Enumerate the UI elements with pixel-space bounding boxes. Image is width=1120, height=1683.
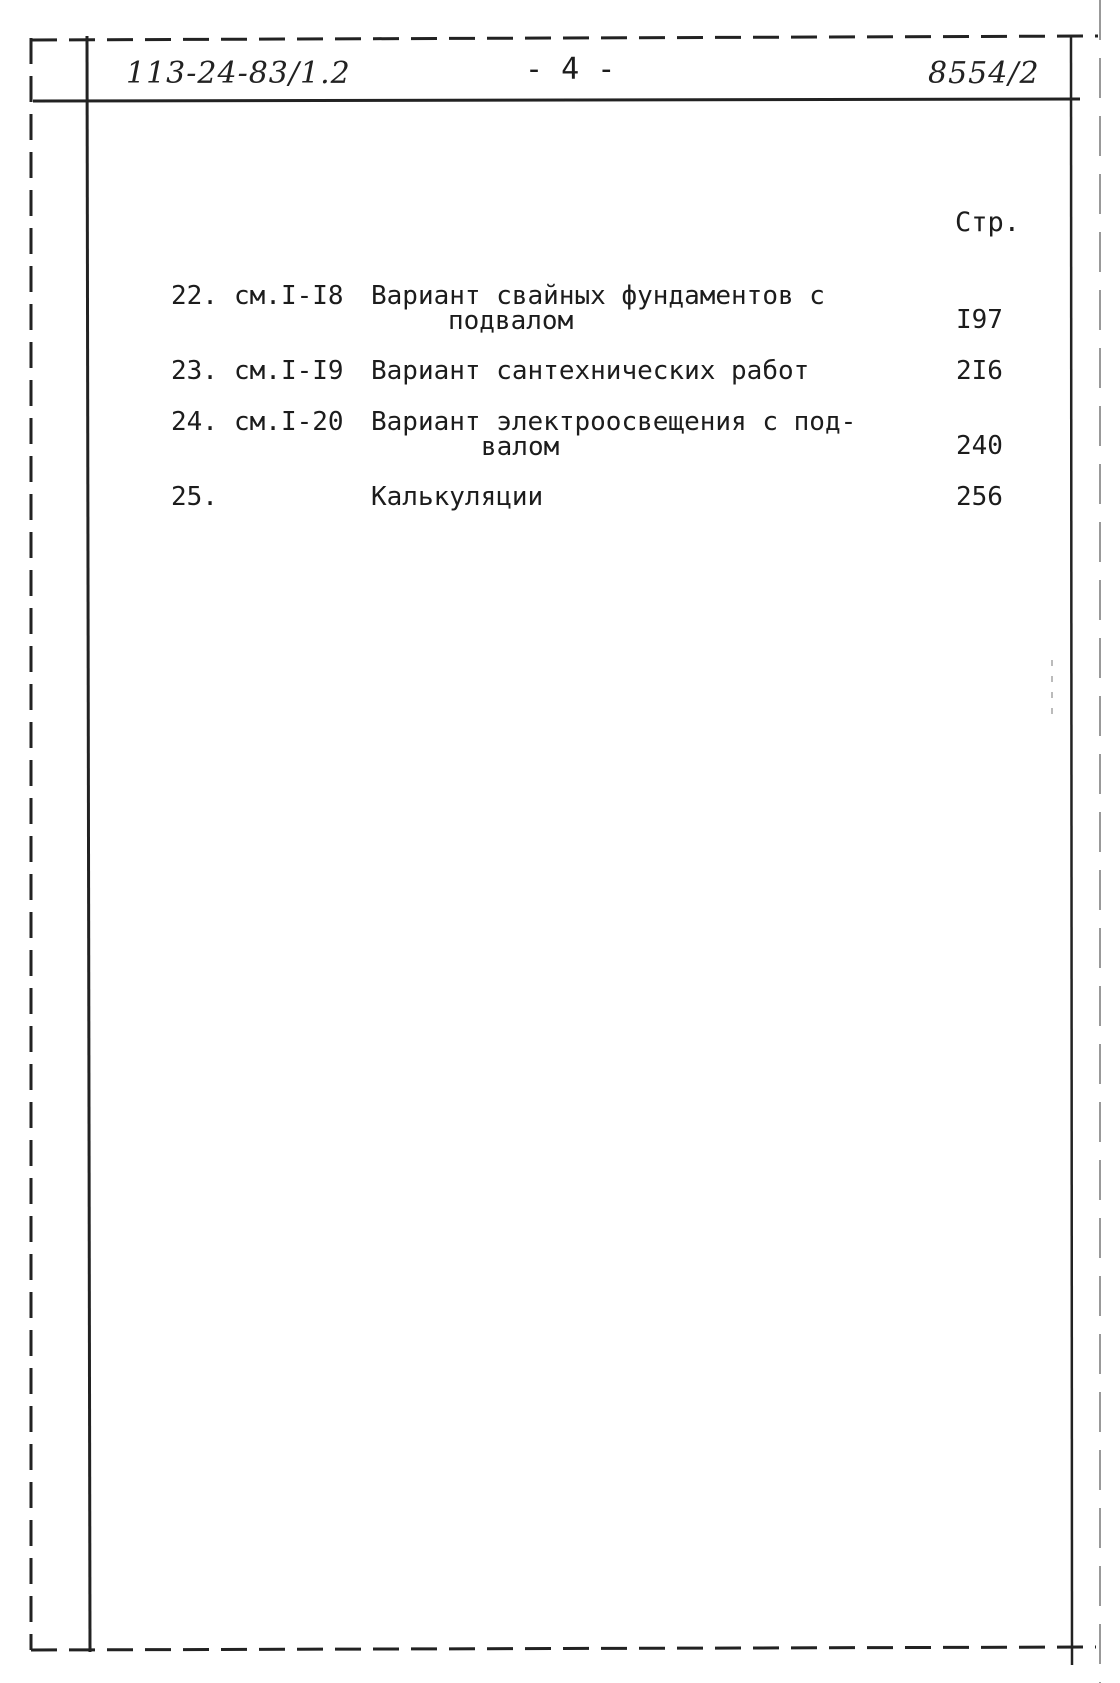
entry-page: 240 xyxy=(956,431,1003,461)
entry-number: 23. xyxy=(171,356,218,386)
entry-title-continued: подвалом xyxy=(448,306,574,336)
entry-page: 2I6 xyxy=(956,356,1003,386)
archive-number: 8554/2 xyxy=(928,56,1040,91)
page-column-heading: Стр. xyxy=(955,207,1021,238)
entry-number: 22. xyxy=(171,281,218,311)
list-item xyxy=(0,283,1120,343)
entry-number: 25. xyxy=(171,482,218,512)
document-code: 113-24-83/1.2 xyxy=(126,56,351,91)
list-item xyxy=(0,409,1120,469)
entry-reference: см.I-I9 xyxy=(234,356,344,386)
entry-page: 256 xyxy=(956,482,1003,512)
entry-title: Вариант сантехнических работ xyxy=(371,356,810,386)
entry-title: Вариант электроосвещения с под- xyxy=(371,407,857,437)
list-item xyxy=(0,484,1120,514)
entry-title: Вариант свайных фундаментов с xyxy=(371,281,825,311)
page-number: - 4 - xyxy=(525,52,616,87)
entry-reference: см.I-20 xyxy=(234,407,344,437)
entry-number: 24. xyxy=(171,407,218,437)
entry-reference: см.I-I8 xyxy=(234,281,344,311)
entry-title: Калькуляции xyxy=(371,482,544,512)
entry-page: I97 xyxy=(956,305,1003,335)
entry-title-continued: валом xyxy=(481,432,560,462)
list-item xyxy=(0,358,1120,388)
